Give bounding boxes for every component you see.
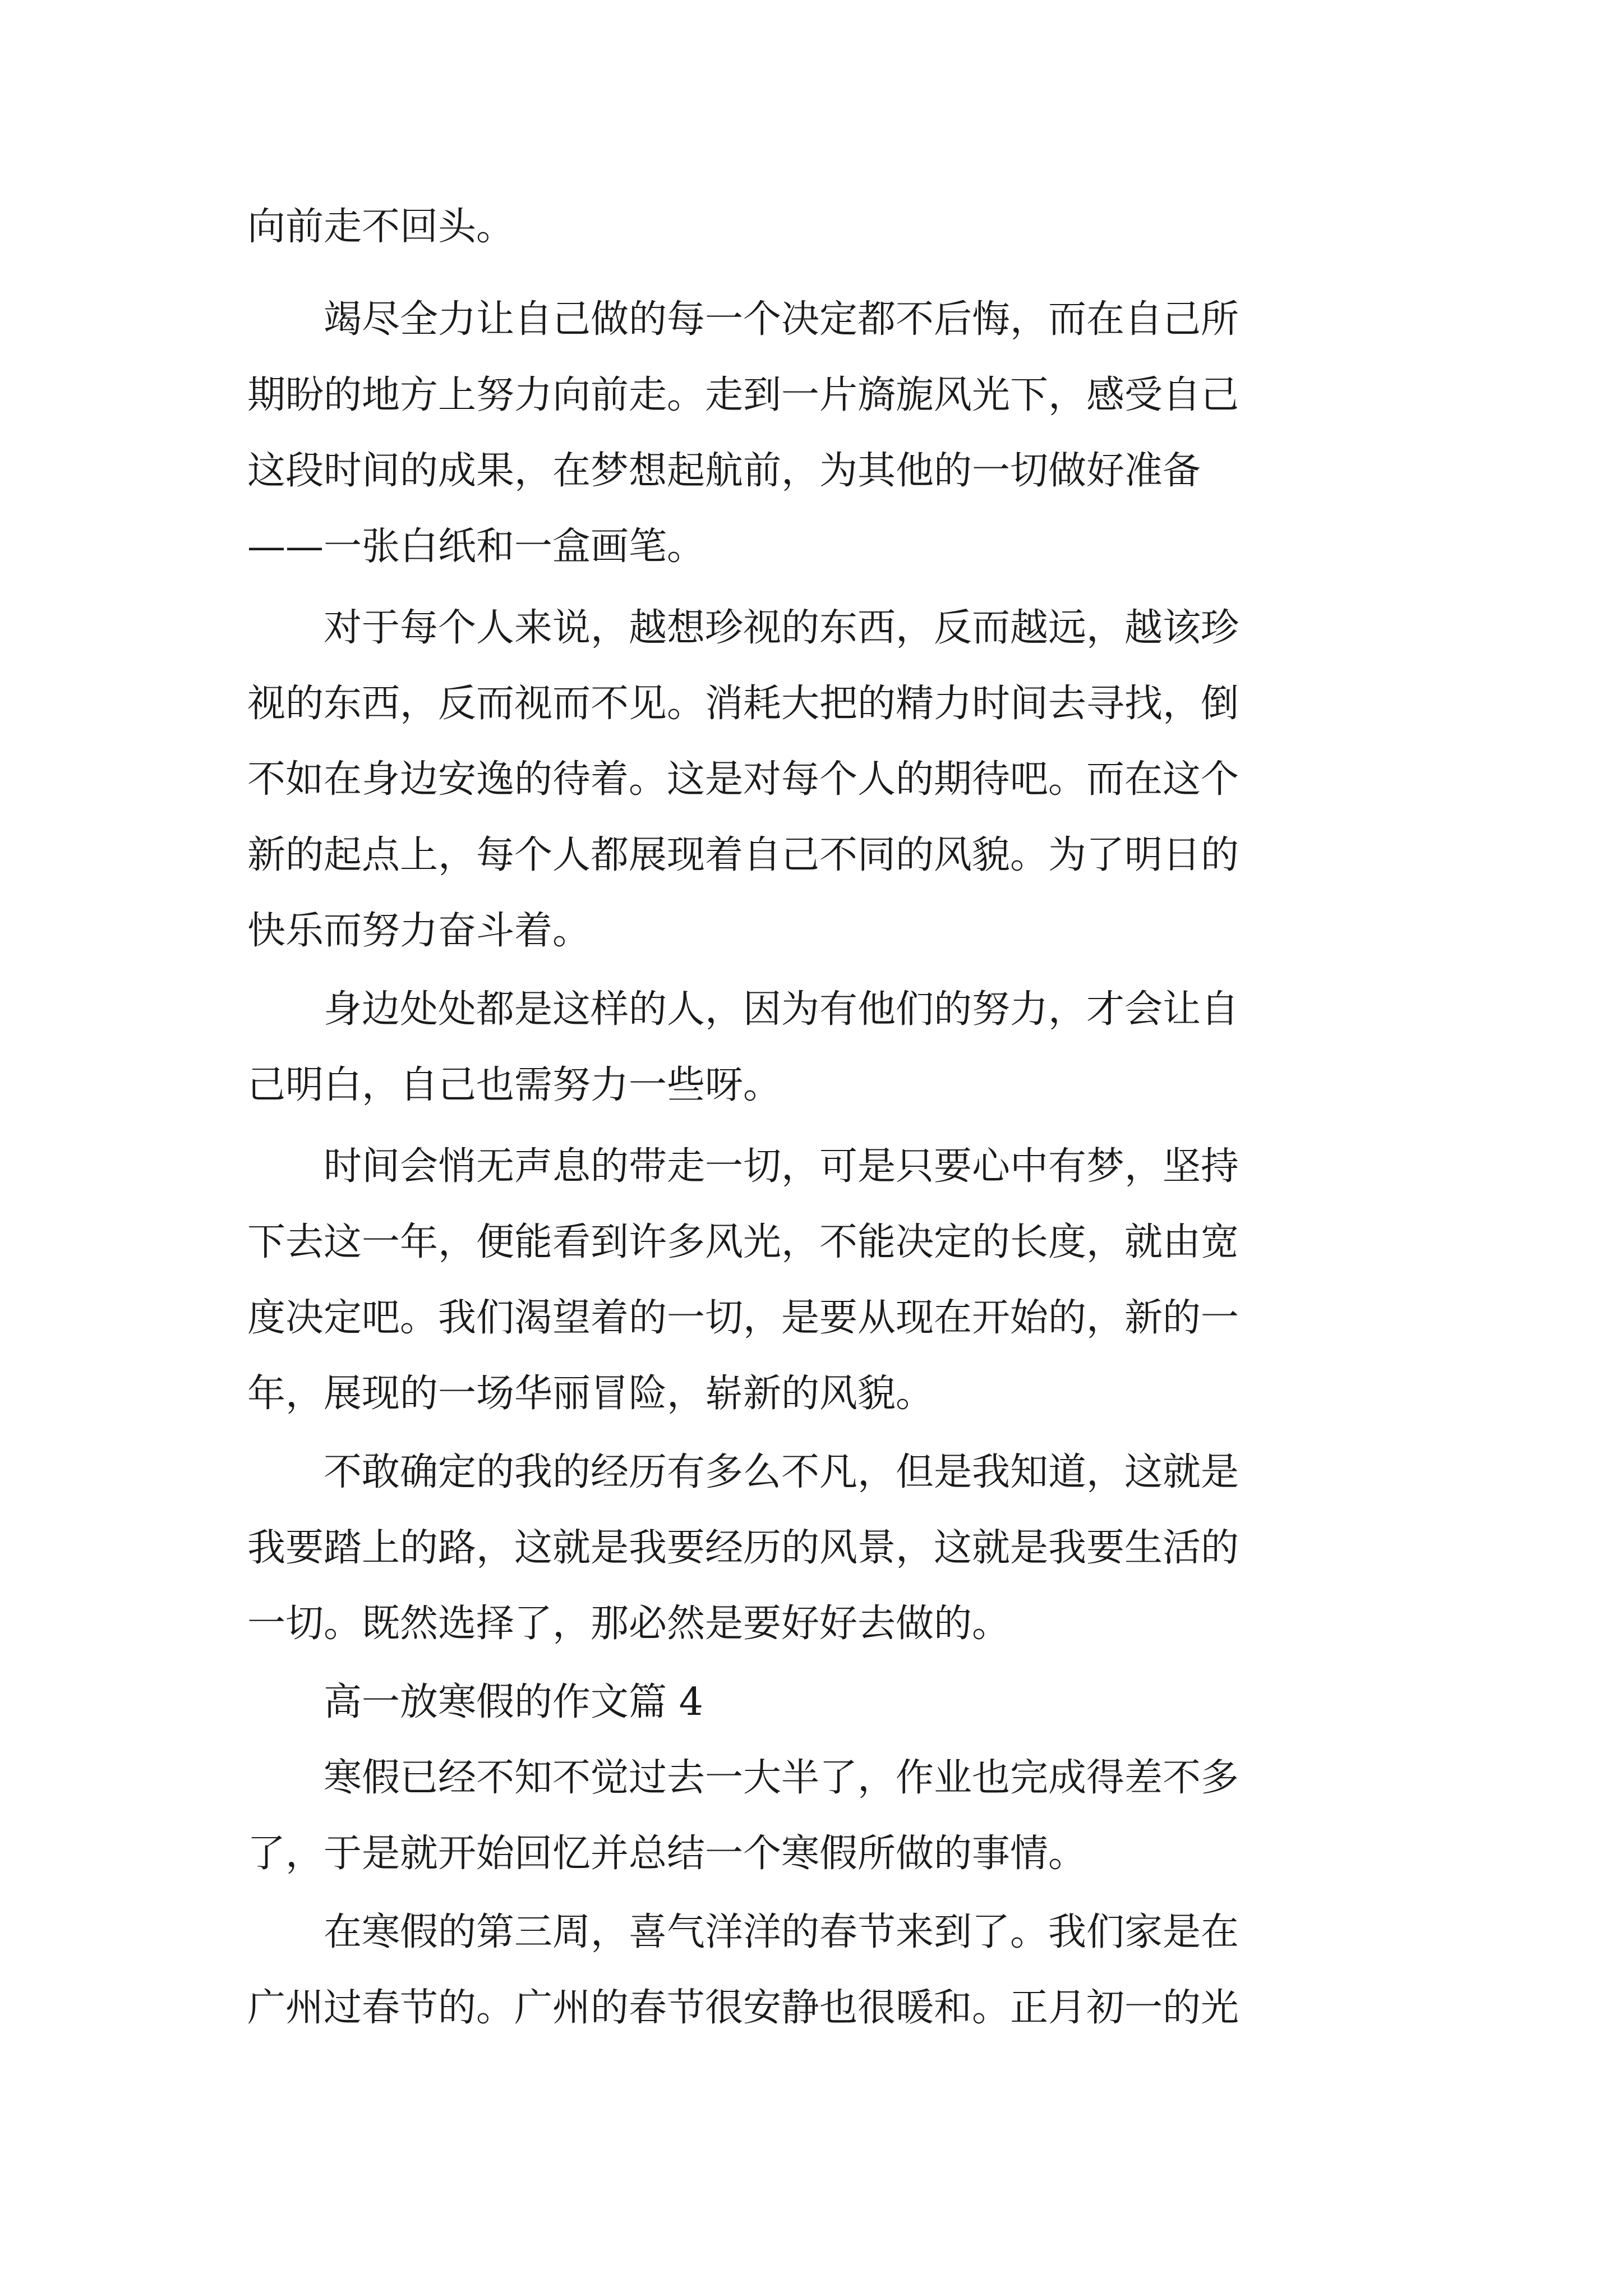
- text-line: 向前走不回头。: [247, 205, 515, 249]
- text-line: 我要踏上的路，这就是我要经历的风景，这就是我要生活的: [247, 1526, 1239, 1570]
- text-line: 新的起点上，每个人都展现着自己不同的风貌。为了明日的: [247, 833, 1239, 877]
- text-line: 不如在身边安逸的待着。这是对每个人的期待吧。而在这个: [247, 757, 1239, 802]
- text-line: 年，展现的一场华丽冒险，崭新的风貌。: [247, 1372, 934, 1416]
- text-line: 视的东西，反而视而不见。消耗大把的精力时间去寻找，倒: [247, 682, 1239, 726]
- text-line: 己明白，自己也需努力一些呀。: [247, 1063, 782, 1107]
- text-line: 时间会悄无声息的带走一切，可是只要心中有梦，坚持: [247, 1144, 1239, 1189]
- text-line: 在寒假的第三周，喜气洋洋的春节来到了。我们家是在: [247, 1910, 1239, 1954]
- text-line: 度决定吧。我们渴望着的一切，是要从现在开始的，新的一: [247, 1296, 1239, 1340]
- text-line: 寒假已经不知不觉过去一大半了，作业也完成得差不多: [247, 1756, 1239, 1800]
- text-line: 竭尽全力让自己做的每一个决定都不后悔，而在自己所: [247, 297, 1239, 342]
- text-line: 下去这一年，便能看到许多风光，不能决定的长度，就由宽: [247, 1220, 1239, 1264]
- text-line: 快乐而努力奋斗着。: [247, 909, 591, 953]
- text-line: 了，于是就开始回忆并总结一个寒假所做的事情。: [247, 1832, 1087, 1876]
- text-line: 身边处处都是这样的人，因为有他们的努力，才会让自: [247, 987, 1239, 1032]
- text-line: ——一张白纸和一盒画笔。: [247, 524, 706, 569]
- text-line: 广州过春节的。广州的春节很安静也很暖和。正月初一的光: [247, 1986, 1239, 2030]
- section-heading: 高一放寒假的作文篇 4: [247, 1680, 703, 1724]
- text-line: 一切。既然选择了，那必然是要好好去做的。: [247, 1602, 1011, 1646]
- text-line: 期盼的地方上努力向前走。走到一片旖旎风光下，感受自己: [247, 373, 1239, 417]
- text-line: 对于每个人来说，越想珍视的东西，反而越远，越该珍: [247, 606, 1239, 650]
- text-line: 这段时间的成果，在梦想起航前，为其他的一切做好准备: [247, 449, 1201, 493]
- text-line: 不敢确定的我的经历有多么不凡，但是我知道，这就是: [247, 1450, 1239, 1494]
